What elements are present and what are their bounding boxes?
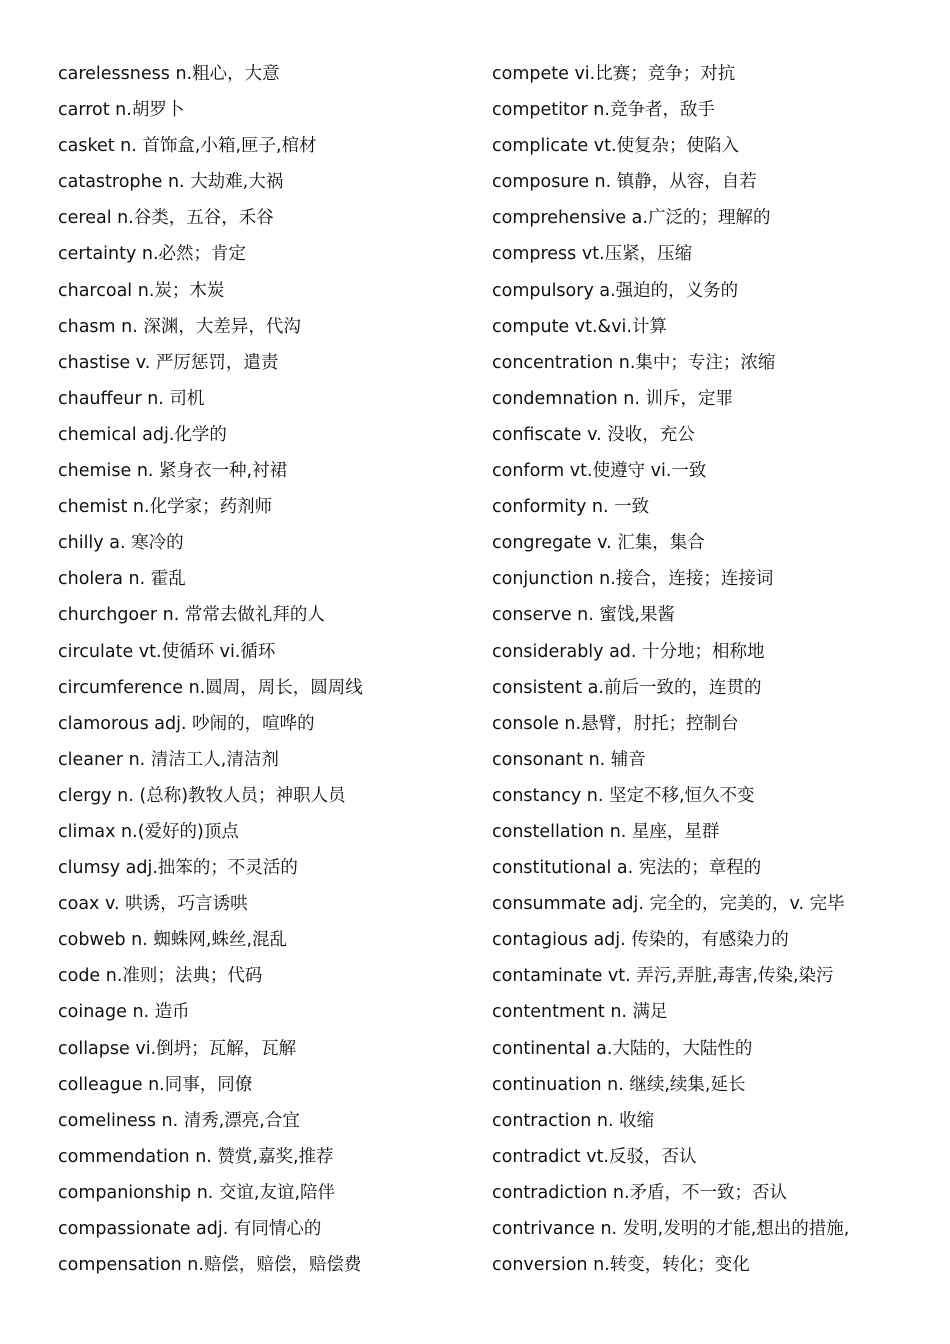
vocab-entry: code n.准则；法典；代码 [58, 966, 263, 987]
vocab-entry: companionship n. 交谊,友谊,陪伴 [58, 1182, 336, 1203]
vocab-entry: cereal n.谷类，五谷，禾谷 [58, 208, 274, 229]
vocab-entry: constitutional a. 宪法的；章程的 [492, 858, 762, 879]
vocab-entry: coinage n. 造币 [58, 1002, 190, 1023]
vocab-entry: charcoal n.炭；木炭 [58, 280, 225, 301]
vocab-entry: certainty n.必然；肯定 [58, 244, 247, 265]
vocab-entry: compress vt.压紧，压缩 [492, 244, 693, 265]
vocab-entry: comeliness n. 清秀,漂亮,合宜 [58, 1110, 300, 1131]
vocab-entry: confiscate v. 没收，充公 [492, 424, 695, 445]
vocab-entry: continental a.大陆的，大陆性的 [492, 1038, 753, 1059]
vocab-entry: chemise n. 紧身衣一种,衬裙 [58, 461, 288, 482]
vocab-entry: complicate vt.使复杂；使陷入 [492, 136, 740, 157]
vocab-entry: consistent a.前后一致的，连贯的 [492, 677, 762, 698]
vocab-entry: compensation n.赔偿，赔偿，赔偿费 [58, 1255, 362, 1276]
vocab-entry: contraction n. 收缩 [492, 1110, 655, 1131]
vocab-entry: carelessness n.粗心，大意 [58, 64, 280, 84]
vocab-entry: cleaner n. 清洁工人,清洁剂 [58, 749, 279, 770]
right-word-column [492, 56, 932, 1283]
vocab-entry: chauffeur n. 司机 [58, 388, 205, 409]
vocab-entry: churchgoer n. 常常去做礼拜的人 [58, 605, 325, 626]
vocab-entry: climax n.(爱好的)顶点 [58, 821, 239, 842]
vocab-entry: considerably ad. 十分地；相称地 [492, 641, 765, 662]
vocab-entry: clergy n. (总称)教牧人员；神职人员 [58, 785, 346, 806]
vocab-entry: conformity n. 一致 [492, 497, 650, 518]
vocab-entry: coax v. 哄诱，巧言诱哄 [58, 894, 248, 915]
vocab-entry: chemical adj.化学的 [58, 424, 227, 445]
vocab-entry: chemist n.化学家；药剂师 [58, 497, 273, 518]
vocab-entry: chilly a. 寒冷的 [58, 533, 184, 554]
vocab-entry: consonant n. 辅音 [492, 749, 646, 770]
vocab-entry: compulsory a.强迫的，义务的 [492, 280, 739, 301]
left-word-column [58, 56, 488, 1283]
vocab-entry: contagious adj. 传染的，有感染力的 [492, 930, 789, 951]
vocab-entry: contrivance n. 发明,发明的才能,想出的措施, [492, 1219, 850, 1239]
vocab-entry: compete vi.比赛；竞争；对抗 [492, 64, 736, 84]
vocab-entry: chasm n. 深渊，大差异，代沟 [58, 316, 301, 337]
vocab-entry: contradiction n.矛盾，不一致；否认 [492, 1182, 788, 1203]
vocab-entry: conversion n.转变，转化；变化 [492, 1255, 750, 1276]
vocab-entry: collapse vi.倒坍；瓦解，瓦解 [58, 1038, 297, 1059]
vocab-entry: conform vt.使遵守 vi.一致 [492, 461, 707, 482]
vocab-entry: compassionate adj. 有同情心的 [58, 1219, 322, 1239]
vocab-entry: chastise v. 严厉惩罚，遣责 [58, 352, 279, 373]
vocab-entry: cobweb n. 蜘蛛网,蛛丝,混乱 [58, 930, 288, 951]
vocab-entry: contradict vt.反驳，否认 [492, 1146, 697, 1167]
vocab-entry: congregate v. 汇集，集合 [492, 533, 705, 554]
vocab-entry: composure n. 镇静，从容，自若 [492, 172, 757, 193]
vocab-entry: casket n. 首饰盒,小箱,匣子,棺材 [58, 136, 317, 157]
vocab-entry: carrot n.胡罗卜 [58, 100, 185, 121]
vocab-entry: comprehensive a.广泛的；理解的 [492, 208, 771, 229]
vocab-entry: competitor n.竞争者，敌手 [492, 100, 715, 121]
vocab-entry: circulate vt.使循环 vi.循环 [58, 641, 276, 662]
vocab-entry: clumsy adj.拙笨的；不灵活的 [58, 858, 298, 879]
vocab-entry: concentration n.集中；专注；浓缩 [492, 352, 776, 373]
vocab-entry: contentment n. 满足 [492, 1002, 668, 1023]
vocab-entry: compute vt.&vi.计算 [492, 316, 667, 337]
vocab-entry: consummate adj. 完全的，完美的，v. 完毕 [492, 894, 845, 915]
vocab-entry: cholera n. 霍乱 [58, 569, 186, 590]
vocab-entry: contaminate vt. 弄污,弄脏,毒害,传染,染污 [492, 966, 834, 987]
vocab-entry: constancy n. 坚定不移,恒久不变 [492, 785, 755, 806]
vocab-entry: catastrophe n. 大劫难,大祸 [58, 172, 284, 193]
vocab-entry: conserve n. 蜜饯,果酱 [492, 605, 675, 626]
vocab-entry: continuation n. 继续,续集,延长 [492, 1074, 746, 1095]
vocab-entry: circumference n.圆周，周长，圆周线 [58, 677, 363, 698]
vocab-entry: constellation n. 星座，星群 [492, 821, 720, 842]
vocab-entry: conjunction n.接合，连接；连接词 [492, 569, 774, 590]
vocab-entry: colleague n.同事，同僚 [58, 1074, 253, 1095]
vocab-entry: commendation n. 赞赏,嘉奖,推荐 [58, 1146, 334, 1167]
vocab-entry: console n.悬臂，肘托；控制台 [492, 713, 739, 734]
vocab-entry: clamorous adj. 吵闹的，喧哗的 [58, 713, 315, 734]
vocab-entry: condemnation n. 训斥，定罪 [492, 388, 733, 409]
